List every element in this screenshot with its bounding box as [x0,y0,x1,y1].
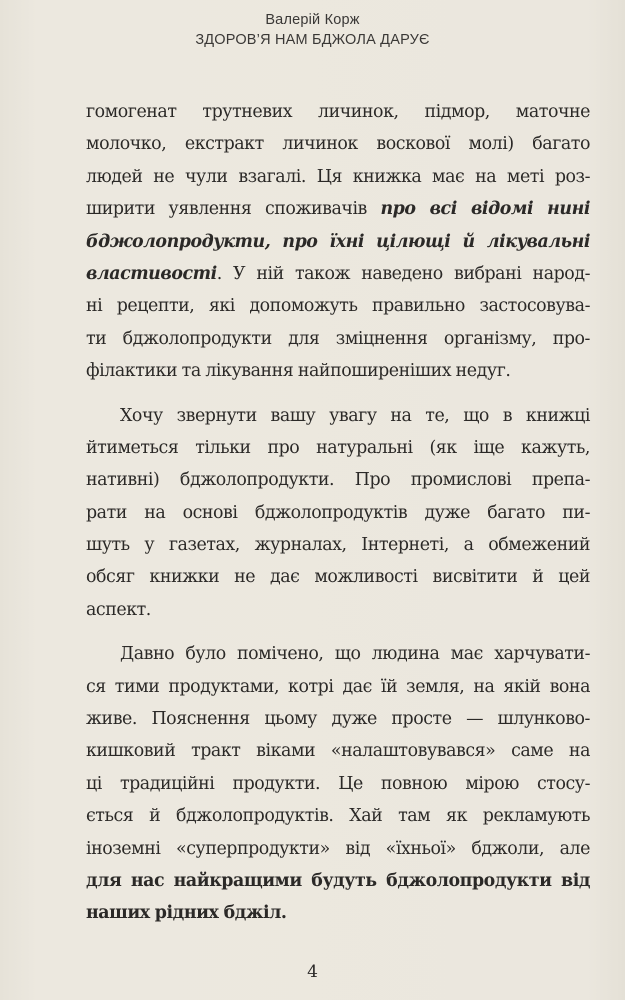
text-run: ці традиційні продукти. Це повною мірою стосу- [86,773,590,794]
text-run: молочко, екстракт личинок воскової молі) багато [86,134,590,155]
text-line [86,400,590,432]
header-author: Валерій Корж [265,12,360,28]
text-run: нативні) бджолопродукти. Про промислові препа- [86,470,590,491]
text-line [86,561,590,593]
text-line [86,833,590,865]
body-text [86,96,590,930]
text-line [86,800,590,832]
emphasized-text: властивості [86,263,217,284]
text-run: . У ній також наведено вибрані народ- [216,263,590,284]
text-line [86,703,590,735]
text-run: ти бджолопродукти для зміцнення організму, про- [86,328,590,349]
paragraph [86,400,590,627]
text-line [86,193,590,225]
text-line [86,897,590,929]
text-run: ні рецепти, які допоможуть правильно застосовува- [86,296,590,317]
text-line [86,161,590,193]
text-run: ється й бджолопродуктів. Хай там як рекламують [86,806,590,827]
text-line [86,96,590,128]
paragraph [86,96,590,388]
text-line [86,529,590,561]
text-line [86,671,590,703]
emphasized-text: бджолопродукти, про їхні цілющі й лікувальні [86,231,590,252]
text-line [86,768,590,800]
text-run: ширити уявлення споживачів [86,199,381,220]
emphasized-text: про всі відомі нині [380,199,590,220]
paragraph-gap [86,388,590,400]
text-line [86,464,590,496]
text-run: Хочу звернути вашу увагу на те, що в книжці [120,405,590,426]
text-run: рати на основі бджолопродуктів дуже багато пи- [86,502,590,523]
page-number: 4 [307,962,318,982]
text-line [86,128,590,160]
text-line [86,497,590,529]
text-line [86,226,590,258]
header-book-title: ЗДОРОВ’Я НАМ БДЖОЛА ДАРУЄ [195,32,430,48]
text-line [86,432,590,464]
text-run: кишковий тракт віками «налаштовувався» саме на [86,741,590,762]
text-run: людей не чули взагалі. Ця книжка має на меті роз- [86,166,590,187]
text-run: гомогенат трутневих личинок, підмор, маточне [86,102,590,122]
text-run: обсяг книжки не дає можливості висвітити й цей [86,567,590,588]
text-run: живе. Пояснення цьому дуже просте — шлунково- [86,709,590,730]
text-run: йтиметься тільки про натуральні (як іще кажуть, [86,437,590,458]
text-line [86,638,590,670]
text-line [86,323,590,355]
text-run: аспект. [86,599,151,620]
paragraph-gap [86,626,590,638]
text-line [86,355,590,387]
text-line [86,594,590,626]
text-run: філактики та лікування найпоширеніших недуг. [86,361,511,382]
text-run: ся тими продуктами, котрі дає їй земля, на якій вона [86,676,590,697]
text-line [86,258,590,290]
running-head [0,10,625,50]
emphasized-text: для нас найкращими будуть бджолопродукти від [86,870,590,891]
text-run: іноземні «суперпродукти» від «їхньої» бджоли, але [86,838,590,859]
text-line [86,735,590,767]
paragraph [86,638,590,930]
text-run: шуть у газетах, журналах, Інтернеті, а обмежений [86,535,590,556]
text-line [86,865,590,897]
emphasized-text: наших рідних бджіл. [86,903,287,924]
text-run: Давно було помічено, що людина має харчувати- [120,644,590,665]
text-line [86,290,590,322]
